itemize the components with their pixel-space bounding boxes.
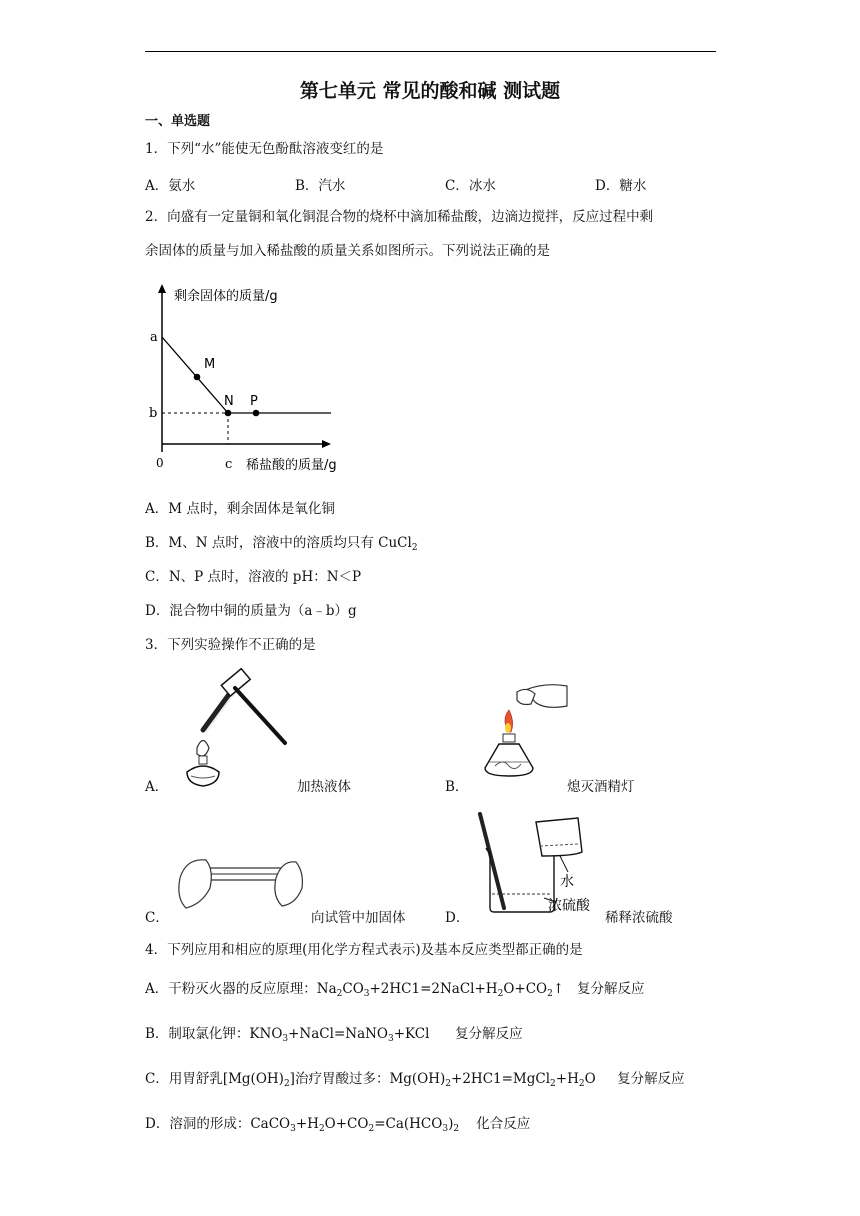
q3-a-letter: A． <box>145 779 169 795</box>
q3-stem: 3．下列实验操作不正确的是 <box>145 637 316 653</box>
q3-a-caption: 加热液体 <box>297 779 351 795</box>
x-axis-arrow <box>322 440 331 448</box>
section-heading: 一、单选题 <box>145 114 211 129</box>
q3-figure-a-heating-liquid <box>175 668 295 793</box>
graph-c-label: c <box>225 457 233 472</box>
q3-b-letter: B． <box>445 779 469 795</box>
q4-option-d: D．溶洞的形成：$CaCO_3+H_2O+CO_2=Ca(HCO_3)_2$ 化合反应 <box>145 1116 531 1134</box>
point-n <box>225 410 232 417</box>
q1-option-a: A．氨水 <box>145 178 196 194</box>
q4-stem: 4．下列应用和相应的原理(用化学方程式表示)及基本反应类型都正确的是 <box>145 942 583 958</box>
q3-figure-b-extinguish-lamp <box>475 672 575 790</box>
q3-d-caption: 稀释浓硫酸 <box>605 910 673 926</box>
q2-option-c: C．N、P 点时，溶液的 pH：N＜P <box>145 569 362 585</box>
q4-option-a: A．干粉灭火器的反应原理：$Na_2CO_3+2HC1=2NaCl+H_2O+CO_2↑$ 复分解反应 <box>145 981 645 999</box>
q1-option-c: C．冰水 <box>445 178 496 194</box>
q1-option-b: B．汽水 <box>295 178 346 194</box>
q2-option-d: D．混合物中铜的质量为（a﹣b）g <box>145 603 357 619</box>
q2-graph <box>140 280 370 475</box>
q3-c-letter: C． <box>145 910 169 926</box>
q1-option-d: D．糖水 <box>595 178 647 194</box>
label-water: 水 <box>560 874 574 890</box>
graph-xlabel: 稀盐酸的质量/g <box>246 458 337 473</box>
q3-figure-c-adding-solid <box>172 848 308 920</box>
q2-stem-line1: 2．向盛有一定量铜和氧化铜混合物的烧杯中滴加稀盐酸，边滴边搅拌，反应过程中剩 <box>145 209 654 225</box>
graph-b-label: b <box>149 406 158 421</box>
graph-a-label: a <box>150 330 158 345</box>
page-title: 第七单元 常见的酸和碱 测试题 <box>299 80 561 102</box>
q3-c-caption: 向试管中加固体 <box>311 910 406 926</box>
label-conc-sulfuric-acid: 浓硫酸 <box>548 898 590 914</box>
q3-d-letter: D． <box>445 910 470 926</box>
graph-origin: 0 <box>156 456 164 470</box>
q3-b-caption: 熄灭酒精灯 <box>567 779 635 795</box>
q2-option-b: B．M、N 点时，溶液中的溶质均只有 CuCl$_2$ <box>145 535 418 553</box>
q1-stem: 1．下列“水”能使无色酚酞溶液变红的是 <box>145 141 384 157</box>
q2-option-a: A．M 点时，剩余固体是氧化铜 <box>145 501 335 517</box>
point-m <box>194 374 201 381</box>
q2-stem-line2: 余固体的质量与加入稀盐酸的质量关系如图所示。下列说法正确的是 <box>145 243 550 259</box>
point-m-label: M <box>204 357 216 372</box>
header-rule <box>145 51 716 52</box>
q4-option-c: C．用胃舒乳$[Mg(OH)_2]$治疗胃酸过多：$Mg(OH)_2+2HC1=MgCl_2+H_2O$ 复分解反应 <box>145 1071 685 1089</box>
point-n-label: N <box>224 394 234 409</box>
graph-ylabel: 剩余固体的质量/g <box>174 289 278 304</box>
point-p-label: P <box>250 394 258 409</box>
y-axis-arrow <box>158 284 166 293</box>
q3-figure-d-diluting-acid <box>474 812 604 916</box>
q4-option-b: B．制取氯化钾：$KNO_3+NaCl=NaNO_3+KCl$ 复分解反应 <box>145 1026 523 1044</box>
point-p <box>253 410 260 417</box>
